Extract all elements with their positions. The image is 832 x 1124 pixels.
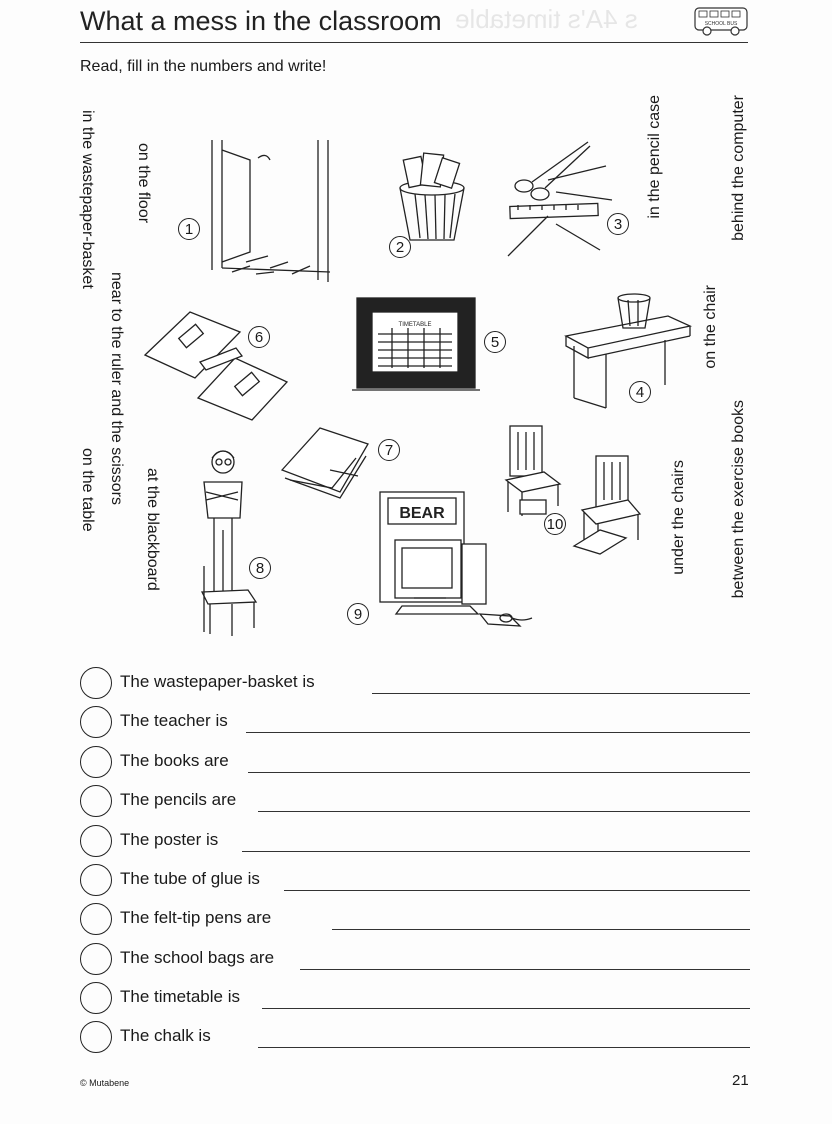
sentence-row-9	[80, 981, 750, 1015]
pencils-on-floor-drawing	[232, 256, 310, 274]
picture-number-10: 10	[544, 513, 566, 535]
label-behind-computer: behind the computer	[730, 95, 747, 241]
instruction-text: Read, fill in the numbers and write!	[80, 58, 327, 75]
bus-text: SCHOOL BUS	[704, 21, 738, 27]
sentence-row-2	[80, 705, 750, 739]
answer-line[interactable]	[246, 732, 750, 733]
picture-number-1: 1	[178, 218, 200, 240]
picture-number-9: 9	[347, 603, 369, 625]
number-answer-circle[interactable]	[80, 746, 112, 778]
number-answer-circle[interactable]	[80, 903, 112, 935]
answer-line[interactable]	[242, 851, 750, 852]
sentence-label: The books are	[120, 751, 229, 770]
number-answer-circle[interactable]	[80, 982, 112, 1014]
label-on-chair: on the chair	[702, 285, 719, 369]
number-answer-circle[interactable]	[80, 864, 112, 896]
number-answer-circle[interactable]	[80, 706, 112, 738]
picture-number-3: 3	[607, 213, 629, 235]
school-bag-drawing	[282, 428, 368, 498]
door-drawing	[212, 140, 330, 282]
number-answer-circle[interactable]	[80, 785, 112, 817]
number-answer-circle[interactable]	[80, 667, 112, 699]
label-in-wastepaper-basket: in the wastepaper-basket	[79, 110, 96, 289]
sentence-label: The school bags are	[120, 948, 275, 967]
label-under-chairs: under the chairs	[670, 460, 687, 575]
answer-line[interactable]	[258, 811, 750, 812]
sentence-label: The felt-tip pens are	[120, 908, 272, 927]
page-title: What a mess in the classroom	[80, 6, 442, 36]
sentence-label: The teacher is	[120, 711, 228, 730]
sentence-label: The wastepaper-basket is	[120, 672, 315, 691]
answer-line[interactable]	[258, 1047, 750, 1048]
number-answer-circle[interactable]	[80, 1021, 112, 1053]
sentence-row-3	[80, 745, 750, 779]
picture-number-2: 2	[389, 236, 411, 258]
picture-number-8: 8	[249, 557, 271, 579]
chairs-drawing	[506, 426, 640, 554]
copyright-text: © Mutabene	[80, 1078, 130, 1088]
sentence-label: The timetable is	[120, 987, 240, 1006]
sentence-row-7	[80, 902, 750, 936]
sentence-row-1	[80, 666, 750, 700]
label-on-floor: on the floor	[135, 143, 152, 224]
picture-number-4: 4	[629, 381, 651, 403]
sentence-row-4	[80, 784, 750, 818]
blackboard-drawing	[352, 298, 480, 390]
sentence-label: The poster is	[120, 830, 219, 849]
sentence-row-6	[80, 863, 750, 897]
wastepaper-basket-drawing	[400, 153, 464, 240]
sentence-row-5	[80, 824, 750, 858]
answer-line[interactable]	[262, 1008, 750, 1009]
label-near-ruler-scissors: near to the ruler and the scissors	[108, 272, 125, 506]
sentence-label: The tube of glue is	[120, 869, 260, 888]
label-on-table: on the table	[79, 448, 96, 532]
answer-line[interactable]	[248, 772, 750, 773]
sentence-row-8	[80, 942, 750, 976]
sentence-label: The chalk is	[120, 1026, 211, 1045]
number-answer-circle[interactable]	[80, 825, 112, 857]
page-number: 21	[732, 1072, 749, 1089]
picture-number-7: 7	[378, 439, 400, 461]
timetable-label: TIMETABLE	[398, 322, 432, 328]
label-at-blackboard: at the blackboard	[144, 468, 161, 591]
sentence-label: The pencils are	[120, 790, 237, 809]
label-between-exercise-books: between the exercise books	[730, 400, 747, 599]
poster-text: BEAR	[399, 505, 445, 522]
number-answer-circle[interactable]	[80, 943, 112, 975]
sentence-row-10	[80, 1020, 750, 1054]
computer-drawing	[395, 540, 532, 626]
picture-number-5: 5	[484, 331, 506, 353]
answer-line[interactable]	[372, 693, 750, 694]
picture-number-6: 6	[248, 326, 270, 348]
table-drawing	[566, 294, 690, 408]
scissors-ruler-pens-drawing	[508, 142, 612, 256]
label-in-pencil-case: in the pencil case	[646, 95, 663, 219]
teacher-drawing	[202, 451, 256, 636]
bleed-through-text: s 4A's timetable	[455, 4, 638, 34]
answer-line[interactable]	[332, 929, 750, 930]
answer-line[interactable]	[284, 890, 750, 891]
answer-line[interactable]	[300, 969, 750, 970]
